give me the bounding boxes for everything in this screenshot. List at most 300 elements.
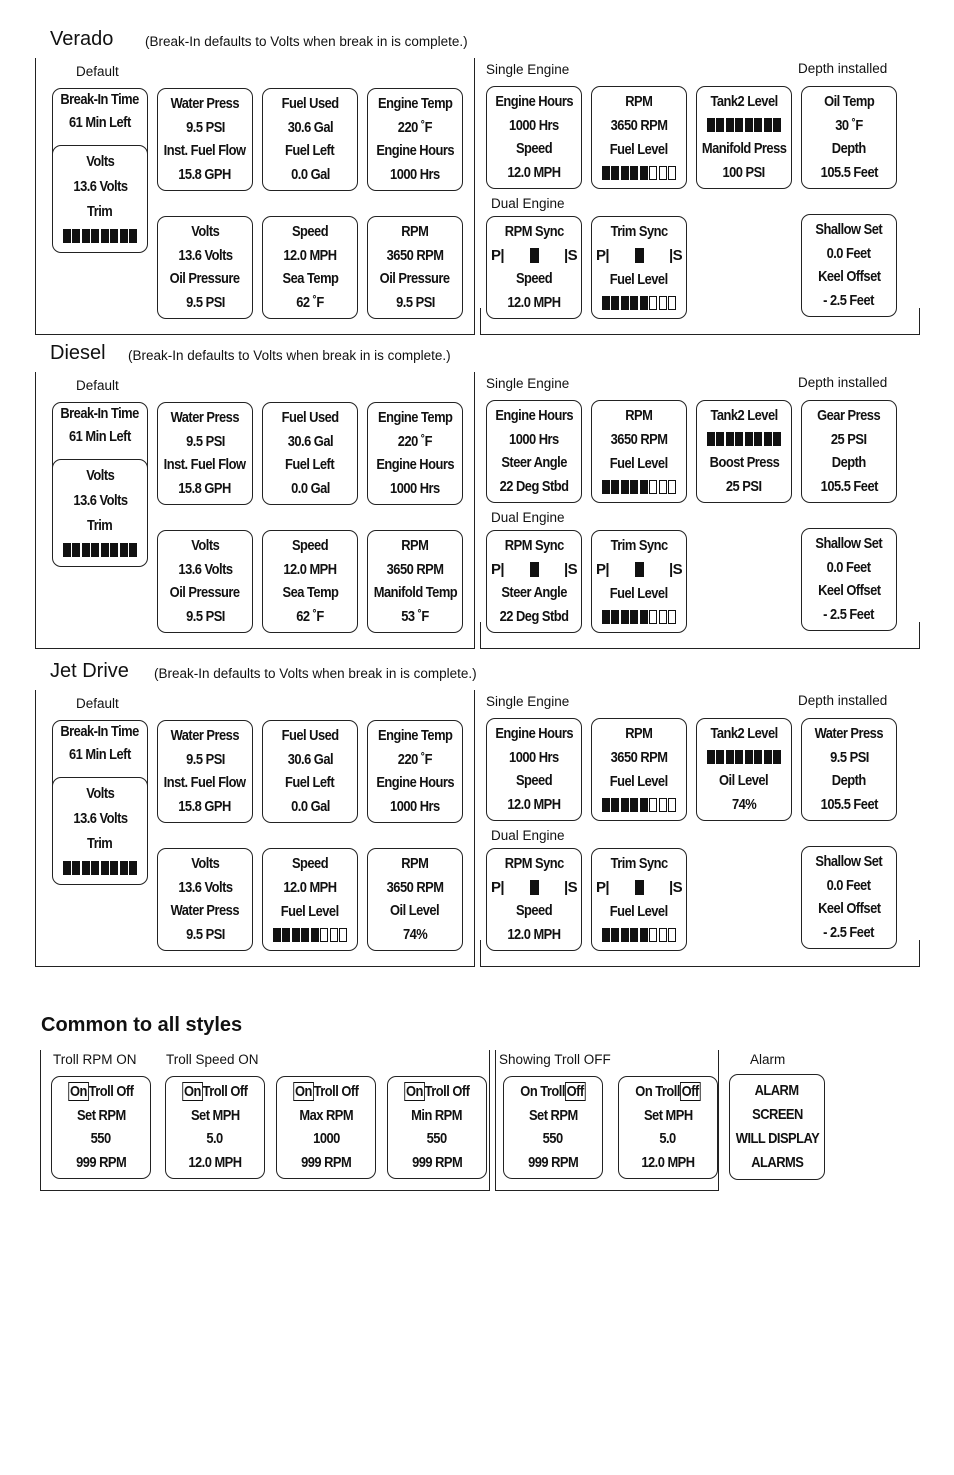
level-segment xyxy=(339,928,347,942)
level-segment xyxy=(640,610,648,624)
fuel-level-bar xyxy=(602,798,677,812)
level-segment xyxy=(668,928,676,942)
tank2-box xyxy=(696,718,792,821)
trim-sync-indicator xyxy=(596,248,682,263)
starboard-marker: |S xyxy=(563,878,577,896)
readout-line: Trim xyxy=(87,517,113,534)
readout-line: Shallow Set xyxy=(815,221,883,239)
readout-line: RPM Sync xyxy=(504,537,564,555)
tank2-level-bar xyxy=(707,118,782,132)
readout-line: ALARMS xyxy=(750,1154,804,1172)
troll-off-label: Troll Off xyxy=(88,1083,134,1101)
gauge-box xyxy=(157,530,253,633)
readout-line: Fuel Left xyxy=(285,142,335,160)
level-segment xyxy=(82,229,90,243)
readout-line: Break-In Time xyxy=(60,405,140,422)
readout-line: 0.0 Gal xyxy=(290,797,330,815)
troll-label-speed-on: Troll Speed ON xyxy=(166,1052,259,1067)
level-segment xyxy=(82,543,90,557)
readout-line: Fuel Used xyxy=(281,409,339,427)
level-segment xyxy=(707,118,715,132)
level-segment xyxy=(320,928,328,942)
level-segment xyxy=(640,480,648,494)
sync-position-marker xyxy=(635,880,644,895)
readout-line: 220 ˚F xyxy=(397,118,433,136)
dual-engine-trim-sync-box xyxy=(591,216,687,319)
readout-line: Oil Level xyxy=(719,771,769,789)
level-segment xyxy=(754,118,762,132)
readout-line: RPM xyxy=(401,855,429,873)
troll-status-line xyxy=(404,1084,469,1099)
level-segment xyxy=(707,432,715,446)
readout-line: Volts xyxy=(190,537,220,555)
level-segment xyxy=(668,480,676,494)
readout-line: Keel Offset xyxy=(817,582,881,600)
readout-line: 9.5 PSI xyxy=(185,750,225,768)
section-note: (Break-In defaults to Volts when break in is complete.) xyxy=(145,34,468,49)
troll-status-line xyxy=(68,1084,133,1099)
readout-line: 30.6 Gal xyxy=(287,750,333,768)
default-label: Default xyxy=(76,64,119,79)
readout-line: 74% xyxy=(402,925,428,943)
readout-line: Engine Hours xyxy=(495,725,573,743)
troll-status-line xyxy=(182,1084,247,1099)
readout-line: Sea Temp xyxy=(282,270,338,288)
readout-line: 61 Min Left xyxy=(69,114,131,131)
troll-box xyxy=(276,1076,376,1179)
troll-box xyxy=(387,1076,487,1179)
readout-line: Water Press xyxy=(170,902,240,920)
readout-line: RPM xyxy=(401,537,429,555)
level-segment xyxy=(101,861,109,875)
readout-line: Manifold Press xyxy=(701,139,787,157)
level-segment xyxy=(311,928,319,942)
readout-line: 9.5 PSI xyxy=(185,432,225,450)
rpm-sync-indicator xyxy=(491,248,577,263)
readout-line: 5.0 xyxy=(659,1130,677,1148)
readout-line: Fuel Level xyxy=(281,902,339,920)
readout-line: Engine Temp xyxy=(377,95,453,113)
readout-line: 999 RPM xyxy=(527,1153,579,1171)
readout-line: - 2.5 Feet xyxy=(823,291,875,309)
gauge-box xyxy=(367,848,463,951)
level-segment xyxy=(611,296,619,310)
readout-line: Engine Temp xyxy=(377,727,453,745)
level-segment xyxy=(120,543,128,557)
readout-line: 0.0 Feet xyxy=(827,244,871,262)
depth-installed-label: Depth installed xyxy=(798,693,888,708)
readout-line: Volts xyxy=(85,467,115,484)
readout-line: Fuel Left xyxy=(285,774,335,792)
dual-engine-label: Dual Engine xyxy=(491,196,565,211)
port-marker: P| xyxy=(491,246,505,264)
depth-box xyxy=(801,400,897,503)
readout-line: Tank2 Level xyxy=(710,407,778,425)
readout-line: Speed xyxy=(515,772,553,790)
troll-off-label: Troll Off xyxy=(313,1083,359,1101)
readout-line: 15.8 GPH xyxy=(178,479,232,497)
readout-line: Depth xyxy=(832,772,866,790)
readout-line: Fuel Used xyxy=(281,95,339,113)
readout-line: 550 xyxy=(543,1130,563,1148)
readout-line: 1000 Hrs xyxy=(509,116,559,134)
level-segment xyxy=(101,543,109,557)
sync-position-marker xyxy=(635,248,644,263)
level-segment xyxy=(630,296,638,310)
fuel-level-bar xyxy=(273,928,348,942)
readout-line: 12.0 MPH xyxy=(507,163,561,181)
level-segment xyxy=(282,928,290,942)
readout-line: 0.0 Feet xyxy=(827,876,871,894)
level-segment xyxy=(649,480,657,494)
level-segment xyxy=(273,928,281,942)
readout-line: 12.0 MPH xyxy=(283,246,337,264)
gauge-box xyxy=(262,848,358,951)
readout-line: Oil Pressure xyxy=(170,270,240,288)
readout-line: 30.6 Gal xyxy=(287,118,333,136)
level-segment xyxy=(611,610,619,624)
fuel-level-bar xyxy=(602,610,677,624)
readout-line: Manifold Temp xyxy=(373,584,457,602)
fuel-level-bar xyxy=(602,296,677,310)
level-segment xyxy=(621,296,629,310)
level-segment xyxy=(764,118,772,132)
readout-line: 12.0 MPH xyxy=(188,1153,242,1171)
readout-line: 105.5 Feet xyxy=(820,477,878,495)
readout-line: 13.6 Volts xyxy=(177,560,233,578)
readout-line: Depth xyxy=(832,454,866,472)
troll-box xyxy=(618,1076,718,1179)
readout-line: 0.0 Gal xyxy=(290,479,330,497)
readout-line: 13.6 Volts xyxy=(72,492,128,509)
readout-line: 100 PSI xyxy=(722,163,766,181)
readout-line: Water Press xyxy=(170,95,240,113)
readout-line: 220 ˚F xyxy=(397,432,433,450)
level-segment xyxy=(129,543,137,557)
level-segment xyxy=(91,861,99,875)
level-segment xyxy=(330,928,338,942)
readout-line: Fuel Level xyxy=(610,140,668,158)
level-segment xyxy=(602,296,610,310)
section-note: (Break-In defaults to Volts when break in is complete.) xyxy=(128,348,451,363)
level-segment xyxy=(621,480,629,494)
readout-line: RPM xyxy=(625,93,653,111)
readout-line: 0.0 Gal xyxy=(290,165,330,183)
readout-line: 61 Min Left xyxy=(69,428,131,445)
readout-line: Volts xyxy=(85,785,115,802)
readout-line: 1000 Hrs xyxy=(509,748,559,766)
readout-line: Trim Sync xyxy=(610,537,668,555)
readout-line: Set RPM xyxy=(528,1106,578,1124)
single-engine-label: Single Engine xyxy=(486,694,570,709)
readout-line: - 2.5 Feet xyxy=(823,605,875,623)
troll-status-line xyxy=(635,1084,700,1099)
fuel-level-bar xyxy=(602,928,677,942)
readout-line: Fuel Left xyxy=(285,456,335,474)
readout-line: Inst. Fuel Flow xyxy=(164,456,246,474)
readout-line: Fuel Used xyxy=(281,727,339,745)
readout-line: Set RPM xyxy=(76,1106,126,1124)
trim-sync-indicator xyxy=(596,562,682,577)
dual-engine-rpm-sync-box xyxy=(486,848,582,951)
level-segment xyxy=(611,166,619,180)
gauge-box xyxy=(367,88,463,191)
readout-line: 3650 RPM xyxy=(386,246,444,264)
port-marker: P| xyxy=(596,247,610,265)
readout-line: 13.6 Volts xyxy=(72,810,128,827)
single-engine-box xyxy=(486,400,582,503)
gauge-box xyxy=(157,720,253,823)
level-segment xyxy=(602,610,610,624)
port-marker: P| xyxy=(596,879,610,897)
level-segment xyxy=(668,798,676,812)
single-engine-box xyxy=(486,86,582,189)
level-segment xyxy=(640,296,648,310)
troll-on-label: On Troll xyxy=(520,1083,566,1101)
readout-line: 62 ˚F xyxy=(296,607,324,625)
readout-line: Oil Pressure xyxy=(380,270,450,288)
readout-line: Break-In Time xyxy=(60,91,140,108)
sync-position-marker xyxy=(530,880,539,895)
level-segment xyxy=(301,928,309,942)
readout-line: RPM Sync xyxy=(504,223,564,241)
gauge-box xyxy=(262,720,358,823)
readout-line: 12.0 MPH xyxy=(507,293,561,311)
readout-line: 61 Min Left xyxy=(69,746,131,763)
readout-line: 1000 Hrs xyxy=(509,430,559,448)
level-segment xyxy=(91,543,99,557)
level-segment xyxy=(82,861,90,875)
level-segment xyxy=(72,861,80,875)
readout-line: 74% xyxy=(731,795,757,813)
level-segment xyxy=(91,229,99,243)
readout-line: Min RPM xyxy=(411,1106,463,1124)
readout-line: Depth xyxy=(832,140,866,158)
level-segment xyxy=(659,166,667,180)
level-segment xyxy=(649,166,657,180)
level-segment xyxy=(773,432,781,446)
troll-off-label: Off xyxy=(566,1083,584,1101)
level-segment xyxy=(621,166,629,180)
level-segment xyxy=(110,861,118,875)
readout-line: Break-In Time xyxy=(60,723,140,740)
level-segment xyxy=(621,610,629,624)
level-segment xyxy=(726,750,734,764)
readout-line: 15.8 GPH xyxy=(178,165,232,183)
starboard-marker: |S xyxy=(563,560,577,578)
gauge-box xyxy=(157,216,253,319)
readout-line: Speed xyxy=(291,855,329,873)
level-segment xyxy=(640,928,648,942)
default-label: Default xyxy=(76,378,119,393)
level-segment xyxy=(602,928,610,942)
readout-line: 3650 RPM xyxy=(610,431,668,449)
readout-line: Volts xyxy=(190,223,220,241)
single-engine-box xyxy=(486,718,582,821)
troll-off-label: Off xyxy=(681,1083,699,1101)
readout-line: Keel Offset xyxy=(817,268,881,286)
depth-installed-label: Depth installed xyxy=(798,61,888,76)
single-engine-rpm-box xyxy=(591,718,687,821)
readout-line: ALARM xyxy=(755,1081,799,1099)
dual-engine-label: Dual Engine xyxy=(491,510,565,525)
level-segment xyxy=(716,118,724,132)
readout-line: Trim xyxy=(87,203,113,220)
level-segment xyxy=(773,118,781,132)
readout-line: 3650 RPM xyxy=(386,560,444,578)
troll-box xyxy=(51,1076,151,1179)
single-engine-rpm-box xyxy=(591,400,687,503)
level-segment xyxy=(716,750,724,764)
gauge-box xyxy=(367,530,463,633)
readout-line: 22 Deg Stbd xyxy=(499,607,569,625)
readout-line: Fuel Level xyxy=(610,270,668,288)
gauge-box xyxy=(262,216,358,319)
readout-line: Max RPM xyxy=(299,1106,353,1124)
level-segment xyxy=(630,166,638,180)
dual-engine-rpm-sync-box xyxy=(486,530,582,633)
level-segment xyxy=(72,229,80,243)
shallow-set-box xyxy=(801,214,897,317)
readout-line: Engine Hours xyxy=(376,774,454,792)
readout-line: 62 ˚F xyxy=(296,293,324,311)
readout-line: Oil Pressure xyxy=(170,584,240,602)
readout-line: Water Press xyxy=(170,727,240,745)
readout-line: Speed xyxy=(515,270,553,288)
level-segment xyxy=(735,118,743,132)
readout-line: 25 PSI xyxy=(726,477,762,495)
level-segment xyxy=(621,798,629,812)
readout-line: 53 ˚F xyxy=(401,607,429,625)
readout-line: 1000 Hrs xyxy=(390,797,440,815)
single-engine-label: Single Engine xyxy=(486,376,570,391)
readout-line: Oil Level xyxy=(390,902,440,920)
level-segment xyxy=(649,610,657,624)
trim-sync-indicator xyxy=(596,880,682,895)
gauge-box xyxy=(262,402,358,505)
tank2-level-bar xyxy=(707,432,782,446)
readout-line: Fuel Level xyxy=(610,772,668,790)
level-segment xyxy=(764,432,772,446)
level-segment xyxy=(110,229,118,243)
level-segment xyxy=(745,432,753,446)
gauge-box xyxy=(157,402,253,505)
level-segment xyxy=(611,798,619,812)
readout-line: Speed xyxy=(291,223,329,241)
readout-line: Water Press xyxy=(814,725,884,743)
readout-line: 12.0 MPH xyxy=(507,795,561,813)
level-segment xyxy=(120,861,128,875)
level-segment xyxy=(745,118,753,132)
gauge-box xyxy=(157,848,253,951)
level-segment xyxy=(292,928,300,942)
readout-line: 12.0 MPH xyxy=(283,560,337,578)
readout-line: Steer Angle xyxy=(501,454,567,472)
troll-label-rpm-on: Troll RPM ON xyxy=(53,1052,137,1067)
dual-engine-rpm-sync-box xyxy=(486,216,582,319)
dual-engine-trim-sync-box xyxy=(591,848,687,951)
readout-line: Set MPH xyxy=(643,1106,693,1124)
readout-line: 12.0 MPH xyxy=(641,1153,695,1171)
trim-bar xyxy=(63,229,138,243)
readout-line: Trim xyxy=(87,835,113,852)
port-marker: P| xyxy=(596,561,610,579)
readout-line: 9.5 PSI xyxy=(185,925,225,943)
level-segment xyxy=(668,166,676,180)
level-segment xyxy=(101,229,109,243)
gauge-box xyxy=(367,216,463,319)
troll-off-label: Troll Off xyxy=(424,1083,470,1101)
gauge-box xyxy=(262,88,358,191)
readout-line: 30 ˚F xyxy=(835,116,863,134)
readout-line: 9.5 PSI xyxy=(185,293,225,311)
readout-line: 9.5 PSI xyxy=(185,607,225,625)
level-segment xyxy=(602,798,610,812)
level-segment xyxy=(659,928,667,942)
readout-line: WILL DISPLAY xyxy=(735,1130,819,1148)
gauge-box xyxy=(367,720,463,823)
level-segment xyxy=(659,798,667,812)
level-segment xyxy=(745,750,753,764)
level-segment xyxy=(659,480,667,494)
alarm-box xyxy=(729,1074,825,1180)
trim-bar xyxy=(63,861,138,875)
level-segment xyxy=(649,296,657,310)
level-segment xyxy=(726,432,734,446)
readout-line: Keel Offset xyxy=(817,900,881,918)
shallow-set-box xyxy=(801,528,897,631)
level-segment xyxy=(129,229,137,243)
readout-line: 105.5 Feet xyxy=(820,795,878,813)
level-segment xyxy=(602,480,610,494)
level-segment xyxy=(63,543,71,557)
gauge-box xyxy=(367,402,463,505)
shallow-set-box xyxy=(801,846,897,949)
readout-line: Speed xyxy=(515,902,553,920)
readout-line: 3650 RPM xyxy=(386,878,444,896)
port-marker: P| xyxy=(491,878,505,896)
troll-on-label: On xyxy=(184,1083,202,1101)
section-title: Jet Drive xyxy=(50,660,129,682)
volts-box xyxy=(52,777,148,885)
troll-status-line xyxy=(520,1084,585,1099)
rpm-sync-indicator xyxy=(491,562,577,577)
tank2-box xyxy=(696,400,792,503)
volts-box xyxy=(52,145,148,253)
level-segment xyxy=(640,166,648,180)
readout-line: Set MPH xyxy=(190,1106,240,1124)
readout-line: Gear Press xyxy=(817,407,881,425)
readout-line: 3650 RPM xyxy=(610,749,668,767)
depth-box xyxy=(801,86,897,189)
readout-line: Engine Hours xyxy=(376,142,454,160)
readout-line: Trim Sync xyxy=(610,223,668,241)
level-segment xyxy=(659,296,667,310)
readout-line: RPM xyxy=(625,725,653,743)
level-segment xyxy=(735,432,743,446)
level-segment xyxy=(611,928,619,942)
section-title: Diesel xyxy=(50,342,106,364)
readout-line: 12.0 MPH xyxy=(283,879,337,897)
sync-position-marker xyxy=(635,562,644,577)
level-segment xyxy=(630,610,638,624)
readout-line: 13.6 Volts xyxy=(177,246,233,264)
readout-line: Boost Press xyxy=(709,453,779,471)
readout-line: Fuel Level xyxy=(610,902,668,920)
readout-line: 5.0 xyxy=(206,1130,224,1148)
readout-line: SCREEN xyxy=(751,1105,803,1123)
level-segment xyxy=(621,928,629,942)
